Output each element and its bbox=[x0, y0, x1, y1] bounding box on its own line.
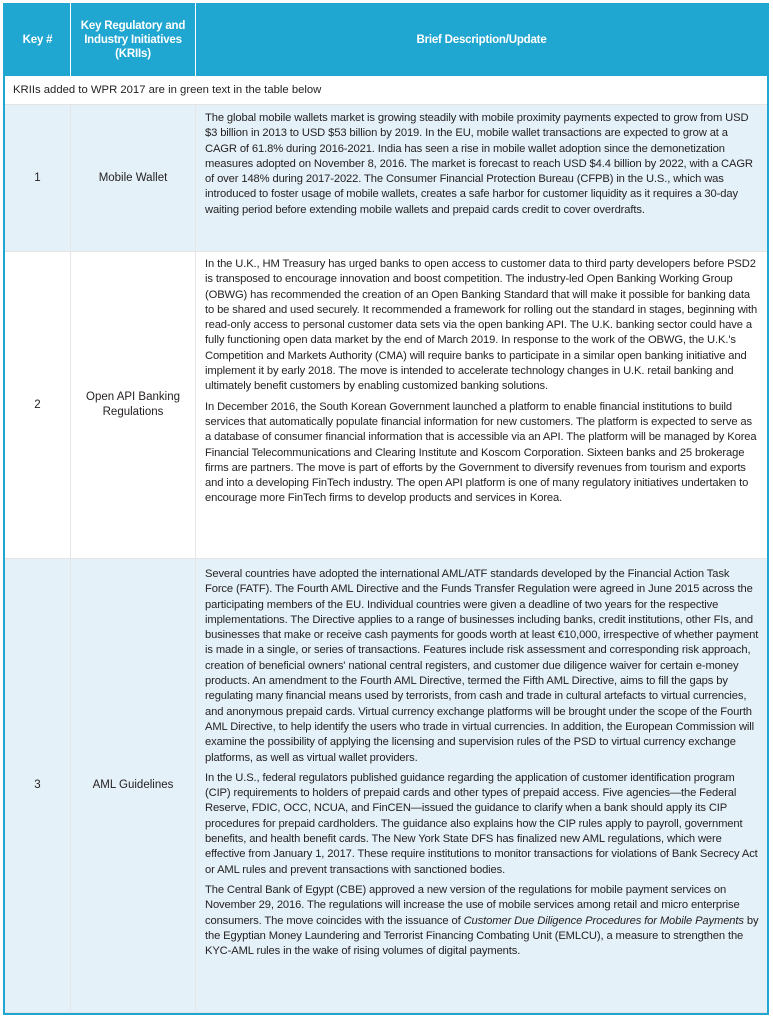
table-row bbox=[5, 105, 767, 252]
row-key: 2 bbox=[5, 252, 71, 558]
row-description bbox=[196, 559, 767, 1012]
table-row bbox=[5, 252, 767, 559]
table-row bbox=[5, 559, 767, 1013]
header-initiative: Key Regulatory and Industry Initiatives (KRIIs) bbox=[71, 3, 196, 76]
egypt-text-after: by the Egyptian Money Laundering and Terrorist Financing Combating Unit (EMLCU), a measure to strengthen the KYC-AML rules in the wake of rising volumes of digital payments. bbox=[205, 914, 759, 958]
row-description bbox=[196, 252, 767, 558]
egypt-document-title: Customer Due Diligence Procedures for Mobile Payments bbox=[463, 914, 744, 927]
header-description: Brief Description/Update bbox=[416, 33, 547, 46]
row-description bbox=[196, 105, 767, 251]
description-paragraph: In the U.S., federal regulators published guidance regarding the application of customer identification program (CIP) requirements to holders of prepaid cards and other types of prepaid access. Five agencies—the Federal Reserve, FDIC, OCC, NCUA, and FinCEN—issued the guidance to clarify when a bank should apply its CIP procedures for prepaid cardholders. The guidance also explains how the CIP rules apply to payroll, government benefits, and health benefit cards. The New York State DFS has finalized new AML regulations, which were effective from January 1, 2017. These require institutions to monitor transactions for violations of Bank Secrecy Act or AML rules and prevent transactions with sanctioned bodies. bbox=[205, 771, 758, 876]
row-initiative: Open API Banking Regulations bbox=[71, 252, 196, 558]
row-key: 3 bbox=[5, 559, 71, 1012]
description-paragraph: In December 2016, the South Korean Government launched a platform to enable financial institutions to build services that automatically populate financial information for new customers. The platform is expected to serve as a database of consumer financial information that is accessible via an API. The platform will be managed by Korea Financial Telecommunications and Clearing Institute and Koscom Corporation. Sixteen banks and 25 brokerage firms are partners. The move is part of efforts by the Government to diversify revenues from tourism and exports and into a developing FinTech industry. The open API platform is one of many regulatory initiatives undertaken to encourage more FinTech firms to develop products and services in Korea. bbox=[205, 400, 757, 505]
description-paragraph-egypt bbox=[205, 883, 759, 959]
kri-table bbox=[3, 3, 769, 1015]
description-paragraph: The global mobile wallets market is growing steadily with mobile proximity payments expected to grow from USD $3 billion in 2013 to USD $53 billion by 2019. In the EU, mobile wallet transactions are expected to grow at a CAGR of 61.8% during 2016-2021. India has seen a rise in mobile wallet adoption since the demonetization measures adopted on November 8, 2016. The market is forecast to reach USD $4.4 billion by 2022, with a CAGR of over 148% during 2017-2022. The Consumer Financial Protection Bureau (CFPB) in the U.S., which was introduced to foster usage of mobile wallets, creates a safe harbor for customer liquidity as it requires a 30-day waiting period before extending mobile wallets and prepaid cards credit to cover overdrafts. bbox=[205, 112, 753, 216]
description-paragraph: Several countries have adopted the international AML/ATF standards developed by the Financial Action Task Force (FATF). The Fourth AML Directive and the Funds Transfer Regulation were agreed in June 2015 across the participating members of the EU. Individual countries were given a deadline of two years for the respective implementations. The Directive applies to a range of businesses including banks, credit institutions, other FIs, and businesses that make or receive cash payments for goods worth at least €10,000, irrespective of whether payment is made in a single, or series of transactions. Features include risk assessment and corresponding risk approach, creation of beneficial owners' national central registers, and customer due diligence waiver for certain e-money products. An amendment to the Fourth AML Directive, termed the Fifth AML Directive, aims to fill the gaps by regulating many financial means used by terrorists, from cash and trade in cultural artefacts to virtual currencies, and anonymous prepaid cards. Virtual currency exchange platforms will be brought under the scope of the Fourth AML Directive, to help identify the users who trade in virtual currencies. In addition, the European Commission will examine the possibility of applying the licensing and supervision rules of the PSD to virtual currency exchange platforms, as well as virtual wallet providers. bbox=[205, 568, 759, 764]
description-paragraph: In the U.K., HM Treasury has urged banks to open access to customer data to third party developers before PSD2 is transposed to encourage innovation and boost competition. The industry-led Open Banking Working Group (OBWG) has recommended the creation of an Open Banking Standard that will make it possible for banking data to be shared and used securely. It recommended a framework for rolling out the standard in stages, beginning with read-only access to personal customer data sets via the open banking API. The U.K. banking sector could have a fully functioning open data market by the end of March 2019. In response to the work of the OBWG, the U.K.'s Competition and Markets Authority (CMA) will require banks to participate in a similar open banking initiative and implement it by early 2018. The move is intended to accelerate technology changes in U.K. retail banking and ultimately benefit customers by enabling customized banking solutions. bbox=[205, 258, 758, 393]
row-key: 1 bbox=[5, 105, 71, 251]
table-note: KRIIs added to WPR 2017 are in green text in the table below bbox=[5, 76, 767, 105]
row-initiative: AML Guidelines bbox=[71, 559, 196, 1012]
row-initiative: Mobile Wallet bbox=[71, 105, 196, 251]
header-key: Key # bbox=[5, 3, 71, 76]
table-header-row bbox=[5, 3, 767, 76]
egypt-text-before: The Central Bank of Egypt (CBE) approved a new version of the regulations for mobile payment services on November 29, 2016. The regulations will increase the use of mobile services among retail and micro enterprise consumers. The move coincides with the issuance of bbox=[205, 883, 740, 927]
